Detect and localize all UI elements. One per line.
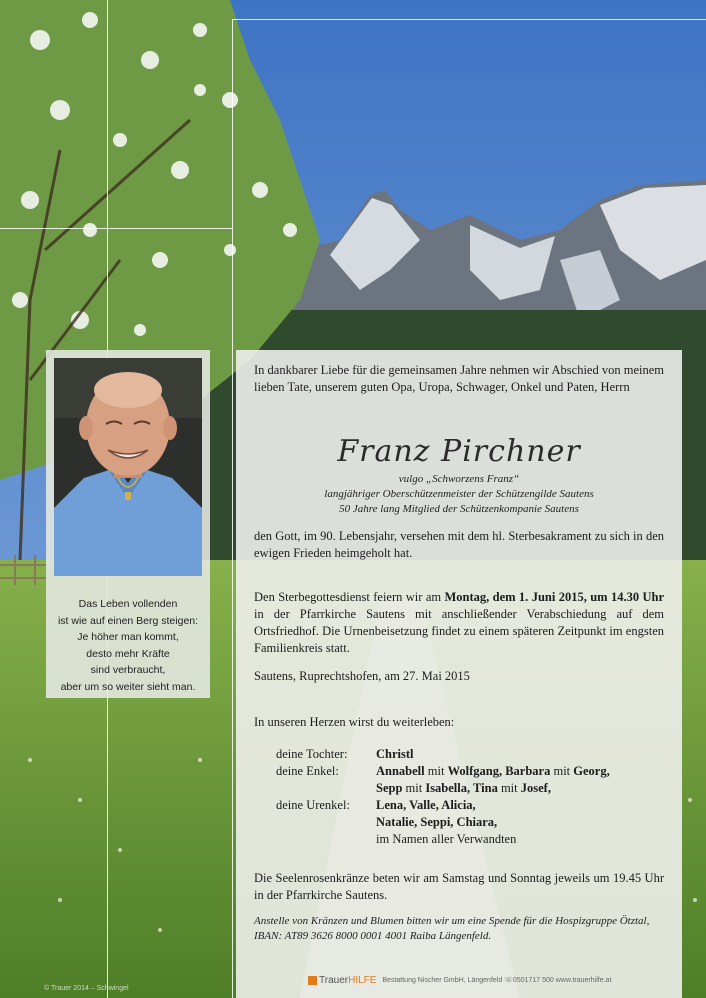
daughter-value: Christl [376, 747, 414, 761]
deceased-role-1: langjähriger Oberschützenmeister der Schützengilde Sautens [324, 488, 594, 500]
great-grandchildren-line-1 [376, 797, 476, 814]
brand-part-a: Trauer [319, 975, 349, 986]
cross-horizontal-line [0, 228, 232, 229]
great-grandchild-names: Natalie, Seppi, Chiara, [376, 815, 498, 829]
deceased-nickname: vulgo „Schworzens Franz“ [398, 473, 520, 485]
grandchild-name: Josef, [520, 781, 551, 795]
quote-line: ist wie auf einen Berg steigen: [57, 614, 199, 627]
grandchildren-line-2 [376, 780, 551, 797]
quote-line: aber um so weiter sieht man. [60, 680, 196, 693]
trauerhilfe-logo-icon [308, 976, 317, 985]
footer [308, 975, 611, 986]
daughter-label: deine Tochter: [276, 747, 348, 761]
portrait-photo [54, 358, 202, 576]
connector-text: mit [497, 781, 521, 795]
deceased-name: Franz Pirchner [337, 434, 581, 469]
service-paragraph [254, 589, 664, 657]
grandchild-name: Annabell [376, 764, 425, 778]
footer-info: Bestattung Nischer GmbH, Längenfeld ☏0501717 500 www.trauerhilfe.at [382, 977, 612, 985]
great-grandchildren-line-2 [376, 814, 497, 831]
connector-text: mit [402, 781, 426, 795]
copyright: © Trauer 2014 – Schwingel [44, 985, 129, 992]
intro-paragraph: In dankbarer Liebe für die gemeinsamen Jahre nehmen wir Abschied von meinem lieben Tate, unserem guten Opa, Uropa, Schwager, Onkel und Paten, Herrn [254, 363, 664, 394]
portrait-illustration [54, 358, 202, 576]
footer-brand [319, 975, 376, 986]
quote-text [46, 596, 210, 695]
grandchild-name: Isabella, Tina [425, 781, 498, 795]
deceased-role-2: 50 Jahre lang Mitglied der Schützenkompanie Sautens [339, 503, 579, 515]
quote-line: Je höher man kommt, [77, 631, 179, 643]
obituary-text-panel [236, 350, 682, 998]
service-date: Montag, dem 1. Juni 2015, um 14.30 Uhr [444, 590, 664, 604]
rosary-paragraph: Die Seelenrosenkränze beten wir am Samstag und Sonntag jeweils um 19.45 Uhr in der Pfarrkirche Sautens. [254, 871, 664, 902]
death-paragraph: den Gott, im 90. Lebensjahr, versehen mit dem hl. Sterbesakrament zu sich in den ewigen Frieden heimgeholt hat. [254, 529, 664, 560]
relatives-line: im Namen aller Verwandten [376, 832, 517, 846]
quote-line: Das Leben vollenden [78, 598, 178, 610]
grandchildren-label: deine Enkel: [276, 764, 339, 778]
frame-top-line [232, 19, 706, 20]
grandchild-name: Wolfgang, Barbara [447, 764, 551, 778]
great-grandchildren-label: deine Urenkel: [276, 798, 350, 812]
service-text-2: in der Pfarrkirche Sautens mit anschließender Verabschiedung auf dem Ortsfriedhof. Die Urnenbeisetzung findet zu einem späteren Zeitpunkt im engsten Familienkreis statt. [254, 607, 664, 655]
service-text-1: Den Sterbegottesdienst feiern wir am [254, 590, 445, 604]
place-date: Sautens, Ruprechtshofen, am 27. Mai 2015 [254, 669, 470, 683]
quote-line: sind verbraucht, [90, 664, 166, 676]
daughter-name [376, 746, 414, 763]
hearts-line: In unseren Herzen wirst du weiterleben: [254, 715, 455, 729]
frame-left-line [232, 19, 233, 998]
donation-note: Anstelle von Kränzen und Blumen bitten wir um eine Spende für die Hospizgruppe Ötztal, IBAN: AT89 3626 8000 0001 4001 Raiba Längenfeld. [254, 915, 650, 942]
quote-line: desto mehr Kräfte [86, 647, 170, 660]
brand-part-b: HILFE [348, 975, 377, 986]
photo-panel [46, 350, 210, 698]
connector-text: mit [424, 764, 448, 778]
great-grandchild-names: Lena, Valle, Alicia, [376, 798, 476, 812]
grandchildren-line-1 [376, 763, 610, 780]
connector-text: mit [550, 764, 574, 778]
grandchild-name: Georg, [573, 764, 610, 778]
grandchild-name: Sepp [376, 781, 403, 795]
